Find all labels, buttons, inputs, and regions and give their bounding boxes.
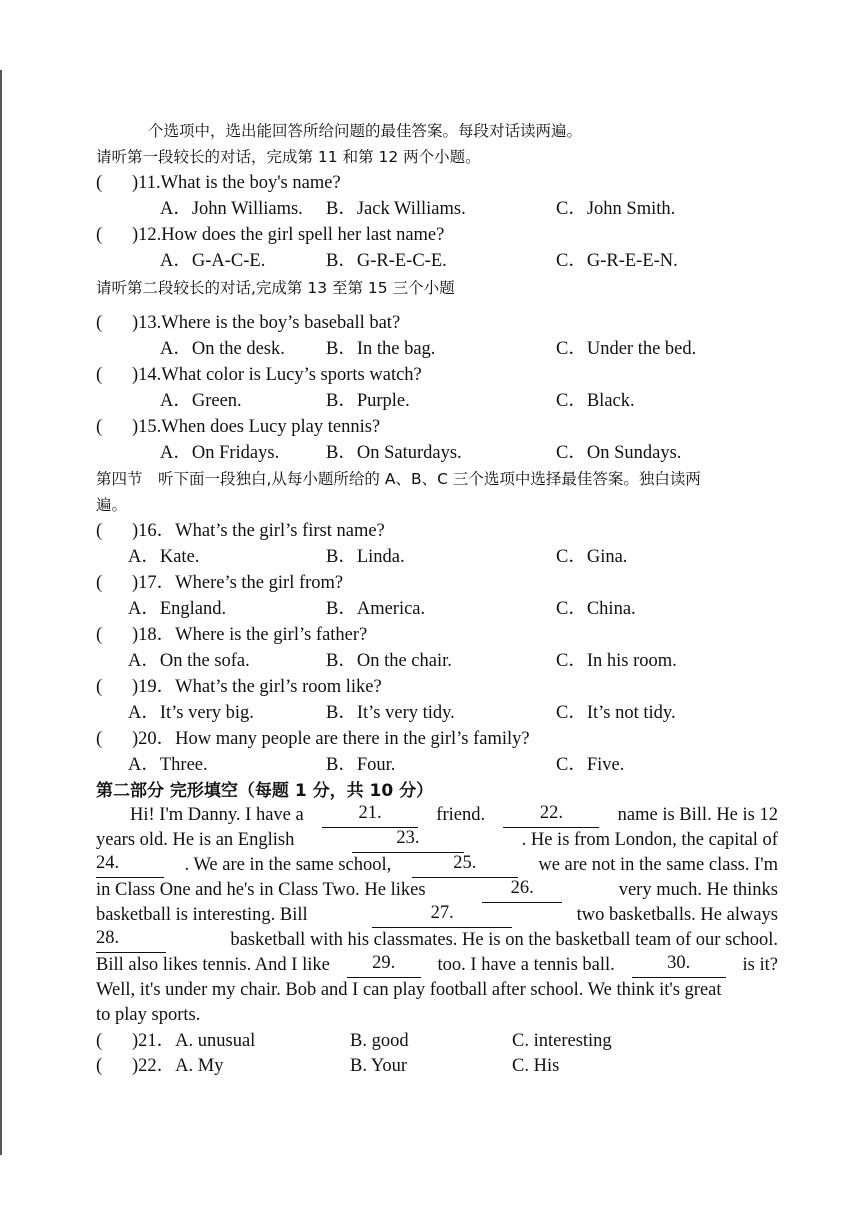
question-text: )14.What color is Lucy’s sports watch?: [132, 365, 422, 385]
answer-paren: (: [96, 677, 103, 697]
option-c: C．China.: [556, 599, 636, 619]
option-a: A．G-A-C-E.: [160, 251, 266, 271]
answer-paren: (: [96, 729, 103, 749]
option-b: B．Purple.: [326, 391, 410, 411]
blank-25[interactable]: 25.: [412, 853, 518, 878]
section4-instruction-cont: 遍。: [96, 496, 128, 514]
answer-paren: (: [96, 1031, 103, 1051]
question-text: )21．A. unusual: [132, 1031, 256, 1051]
option-c: C. His: [512, 1056, 560, 1076]
option-b: B．Four.: [326, 755, 396, 775]
blank-29[interactable]: 29.: [347, 953, 421, 978]
option-c: C．Under the bed.: [556, 339, 697, 359]
option-b: B．G-R-E-C-E.: [326, 251, 447, 271]
option-c: C. interesting: [512, 1031, 612, 1051]
passage-line: [96, 803, 778, 828]
blank-21[interactable]: 21.: [322, 803, 418, 828]
option-a: A．John Williams.: [160, 199, 303, 219]
option-c: C．John Smith.: [556, 199, 676, 219]
option-a: A．Three.: [128, 755, 208, 775]
passage-line: [96, 903, 778, 928]
option-c: C．In his room.: [556, 651, 677, 671]
option-c: C．Five.: [556, 755, 625, 775]
passage-text: Bill also likes tennis. And I like: [96, 955, 330, 975]
passage-text: in Class One and he's in Class Two. He likes: [96, 880, 426, 900]
option-a: A．On Fridays.: [160, 443, 280, 463]
question-text: )12.How does the girl spell her last name?: [132, 225, 445, 245]
option-c: C．Gina.: [556, 547, 628, 567]
passage-text: Hi! I'm Danny. I have a: [130, 805, 304, 825]
option-b: B. good: [350, 1031, 409, 1051]
option-a: A．It’s very big.: [128, 703, 254, 723]
passage-text: . He is from London, the capital of: [521, 830, 778, 850]
blank-30[interactable]: 30.: [632, 953, 726, 978]
question-text: )18．Where is the girl’s father?: [132, 625, 368, 645]
answer-paren: (: [96, 313, 103, 333]
dialog1-instruction: 请听第一段较长的对话，完成第 11 和第 12 两个小题。: [96, 148, 481, 166]
passage-text: friend.: [436, 805, 486, 825]
blank-22[interactable]: 22.: [503, 803, 599, 828]
question-text: )16．What’s the girl’s first name?: [132, 521, 385, 541]
part2-heading: 第二部分 完形填空（每题 1 分，共 10 分）: [96, 781, 434, 801]
answer-paren: (: [96, 1056, 103, 1076]
passage-line: [96, 878, 778, 903]
answer-paren: (: [96, 573, 103, 593]
option-c: C．It’s not tidy.: [556, 703, 676, 723]
passage-line: [96, 853, 778, 878]
passage-line: [96, 978, 778, 1003]
option-a: A．Green.: [160, 391, 242, 411]
passage-line: [96, 1003, 778, 1028]
question-text: )22．A. My: [132, 1056, 224, 1076]
passage-text: name is Bill. He is 12: [617, 805, 778, 825]
passage-line: [96, 828, 778, 853]
page-left-edge: [0, 70, 2, 1155]
question-text: )11.What is the boy's name?: [132, 173, 341, 193]
question-text: )19．What’s the girl’s room like?: [132, 677, 382, 697]
question-text: )20．How many people are there in the girl’s family?: [132, 729, 530, 749]
option-b: B. Your: [350, 1056, 408, 1076]
option-b: B．In the bag.: [326, 339, 436, 359]
option-b: B．On Saturdays.: [326, 443, 462, 463]
cloze-passage: [96, 803, 778, 1028]
answer-paren: (: [96, 225, 103, 245]
option-c: C．Black.: [556, 391, 635, 411]
answer-paren: (: [96, 365, 103, 385]
option-b: B．On the chair.: [326, 651, 452, 671]
passage-line: [96, 953, 778, 978]
option-b: B．Jack Williams.: [326, 199, 466, 219]
option-c: C．On Sundays.: [556, 443, 682, 463]
option-a: A．On the sofa.: [128, 651, 250, 671]
passage-text: is it?: [742, 955, 778, 975]
option-b: B．It’s very tidy.: [326, 703, 455, 723]
dialog2-instruction: 请听第二段较长的对话,完成第 13 至第 15 三个小题: [96, 279, 455, 297]
blank-26[interactable]: 26.: [482, 878, 562, 903]
passage-text: . We are in the same school,: [184, 855, 392, 875]
option-b: B．Linda.: [326, 547, 405, 567]
option-a: A．England.: [128, 599, 227, 619]
blank-23[interactable]: 23.: [352, 828, 464, 853]
question-text: )15.When does Lucy play tennis?: [132, 417, 381, 437]
passage-text: we are not in the same class. I'm: [538, 855, 778, 875]
blank-24[interactable]: 24.: [96, 853, 164, 878]
blank-28[interactable]: 28.: [96, 928, 166, 953]
passage-text: years old. He is an English: [96, 830, 295, 850]
option-c: C．G-R-E-E-N.: [556, 251, 678, 271]
answer-paren: (: [96, 625, 103, 645]
passage-text: basketball is interesting. Bill: [96, 905, 308, 925]
blank-27[interactable]: 27.: [372, 903, 512, 928]
passage-text: basketball with his classmates. He is on the basketball team of our school.: [230, 930, 778, 950]
passage-text: to play sports.: [96, 1005, 201, 1025]
passage-text: very much. He thinks: [618, 880, 778, 900]
section4-instruction: 第四节 听下面一段独白,从每小题所给的 A、B、C 三个选项中选择最佳答案。独白读两: [96, 470, 701, 488]
option-a: A．On the desk.: [160, 339, 285, 359]
answer-paren: (: [96, 173, 103, 193]
question-text: )13.Where is the boy’s baseball bat?: [132, 313, 401, 333]
passage-text: Well, it's under my chair. Bob and I can play football after school. We think it's great: [96, 980, 722, 1000]
answer-paren: (: [96, 521, 103, 541]
option-b: B．America.: [326, 599, 426, 619]
instruction-line: 个选项中，选出能回答所给问题的最佳答案。每段对话读两遍。: [148, 122, 583, 140]
option-a: A．Kate.: [128, 547, 200, 567]
passage-text: too. I have a tennis ball.: [437, 955, 615, 975]
passage-text: two basketballs. He always: [576, 905, 778, 925]
answer-paren: (: [96, 417, 103, 437]
question-text: )17．Where’s the girl from?: [132, 573, 344, 593]
passage-line: [96, 928, 778, 953]
